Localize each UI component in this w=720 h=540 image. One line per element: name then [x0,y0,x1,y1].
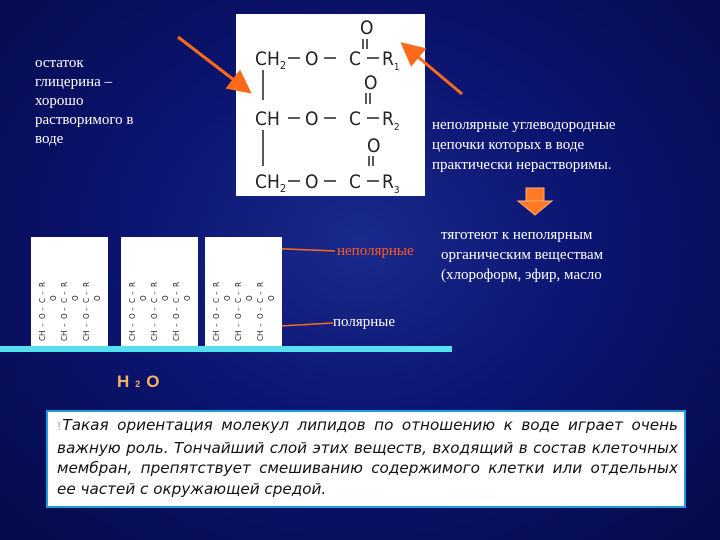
svg-text:C: C [256,297,265,303]
ester-oxygen-2: O [305,108,319,130]
info-text: ! Такая ориентация молекул липидов по отношению к воде играет очень важную роль. Тончайший слой этих веществ, входящий в состав клеточных мембран, препятствует смешиванию содержимого клетки или отдельных ее частей с окружающей средой. [57,415,678,499]
ester-oxygen-1: O [305,48,319,70]
svg-text:C: C [172,297,181,303]
svg-text:–: – [128,291,137,295]
svg-text:–: – [82,291,91,295]
svg-text:R: R [150,282,159,287]
svg-text:R: R [60,282,69,287]
lipid-molecule-3 [205,237,282,346]
carbon-3: C [349,171,361,193]
svg-text:–: – [150,323,159,327]
svg-text:CH: CH [128,330,137,341]
svg-text:O: O [223,295,232,301]
nonpolar-chains-label: неполярные углеводородные цепочки которых в воде практически нерастворимы. [432,117,616,173]
svg-text:–: – [256,307,265,311]
carbonyl-oxygen-2: O [364,72,378,94]
svg-text:–: – [82,307,91,311]
svg-text:C: C [212,297,221,303]
tendency-label: тяготеют к неполярным органическим веществам (хлороформ, эфир, масло [441,227,604,283]
svg-text:O: O [139,295,148,301]
ch-group-2: CH [255,108,280,130]
svg-text:–: – [150,291,159,295]
svg-text:CH: CH [212,330,221,341]
carbonyl-oxygen-1: O [360,17,374,39]
svg-text:–: – [38,323,47,327]
svg-text:–: – [234,307,243,311]
svg-text:–: – [212,307,221,311]
svg-text:O: O [161,295,170,301]
svg-text:O: O [60,313,69,319]
svg-text:O: O [212,313,221,319]
svg-text:–: – [60,291,69,295]
svg-text:O: O [38,313,47,319]
svg-text:O: O [267,295,276,301]
svg-text:C: C [234,297,243,303]
svg-text:–: – [150,307,159,311]
svg-text:C: C [60,297,69,303]
svg-text:O: O [245,295,254,301]
svg-text:O: O [150,313,159,319]
svg-text:O: O [71,295,80,301]
svg-text:O: O [128,313,137,319]
svg-text:–: – [38,307,47,311]
svg-text:CH: CH [256,330,265,341]
water-surface-line [0,346,452,352]
water-formula: H2O [117,372,166,391]
svg-text:C: C [38,297,47,303]
svg-text:R: R [234,282,243,287]
svg-text:–: – [38,291,47,295]
svg-text:C: C [128,297,137,303]
down-arrow-icon [518,188,552,215]
carbon-2: C [349,108,361,130]
svg-text:R: R [212,282,221,287]
svg-text:CH: CH [82,330,91,341]
svg-text:O: O [183,295,192,301]
svg-text:O: O [93,295,102,301]
svg-text:CH: CH [150,330,159,341]
svg-text:R: R [256,282,265,287]
svg-text:–: – [128,307,137,311]
svg-text:–: – [128,323,137,327]
svg-text:R: R [172,282,181,287]
svg-text:–: – [172,291,181,295]
radical-r1: $R_1$ [382,48,400,73]
svg-text:O: O [234,313,243,319]
nonpolar-label: неполярные [337,243,414,259]
svg-text:R: R [128,282,137,287]
svg-text:CH: CH [38,330,47,341]
svg-text:–: – [212,291,221,295]
polar-label: полярные [333,314,395,330]
ch2-group-1: $CH_2$ [255,48,287,72]
svg-text:CH: CH [60,330,69,341]
svg-text:–: – [172,323,181,327]
svg-text:–: – [60,307,69,311]
svg-text:–: – [172,307,181,311]
carbon-1: C [349,48,361,70]
svg-text:C: C [82,297,91,303]
arrow-to-radical [405,46,462,94]
svg-text:–: – [256,323,265,327]
info-box [46,410,686,508]
ch2-group-3: $CH_2$ [255,171,287,195]
ester-oxygen-3: O [305,171,319,193]
radical-r3: $R_3$ [382,171,400,196]
svg-text:O: O [256,313,265,319]
svg-text:–: – [212,323,221,327]
arrow-to-glycerol [178,37,247,90]
lipid-molecule-2 [121,237,198,346]
svg-text:–: – [82,323,91,327]
radical-r2: $R_2$ [382,108,400,133]
svg-text:O: O [82,313,91,319]
svg-text:–: – [256,291,265,295]
carbonyl-oxygen-3: O [367,135,381,157]
svg-text:O: O [49,295,58,301]
svg-text:–: – [234,323,243,327]
svg-text:–: – [234,291,243,295]
lipid-molecule-1 [31,237,108,346]
svg-text:O: O [172,313,181,319]
glycerol-residue-label: остаток глицерина – хорошо растворимого в воде [35,55,134,147]
svg-text:R: R [38,282,47,287]
svg-text:R: R [82,282,91,287]
svg-text:C: C [150,297,159,303]
svg-text:CH: CH [234,330,243,341]
svg-text:–: – [60,323,69,327]
svg-text:CH: CH [172,330,181,341]
